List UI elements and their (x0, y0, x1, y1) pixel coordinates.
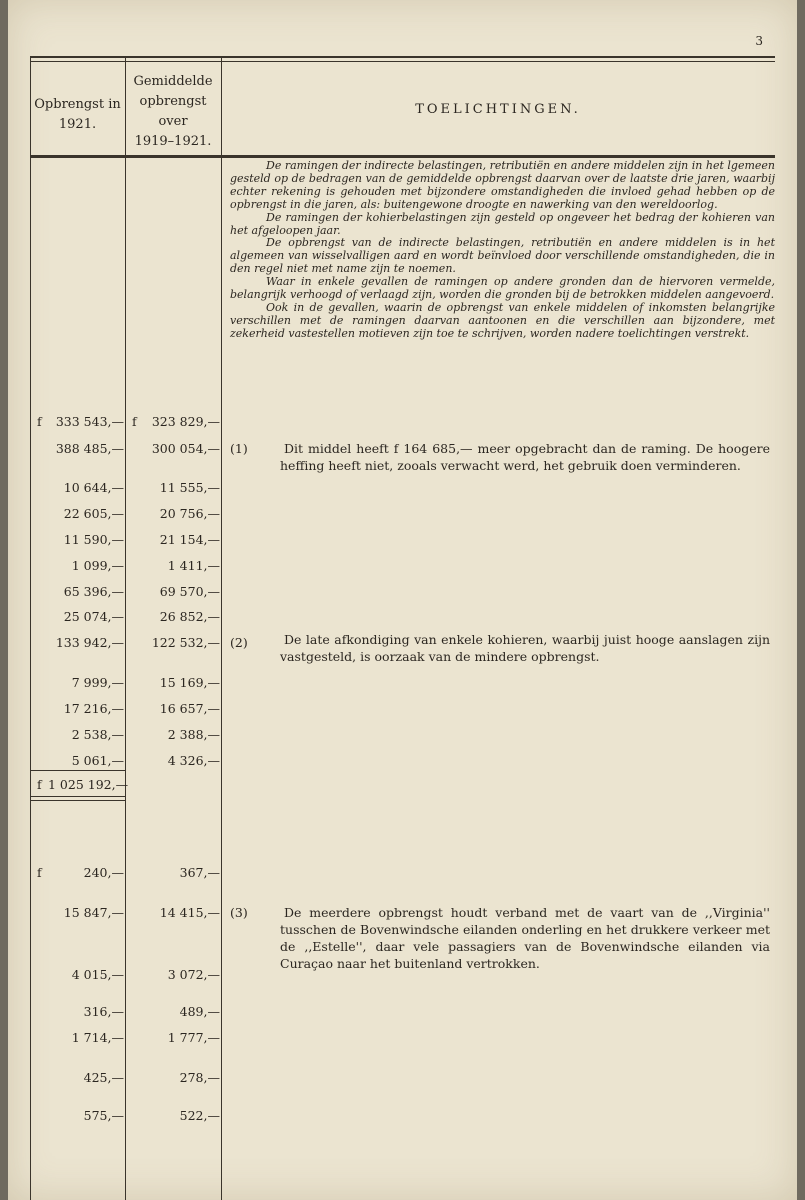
opbrengst-1921-cell: 240,— (83, 865, 124, 880)
intro-text (230, 160, 775, 341)
opbrengst-1921-cell: 25 074,— (63, 609, 124, 624)
total-rule-bottom (30, 796, 125, 797)
page-number: 3 (755, 34, 763, 48)
header-col2 (125, 72, 221, 152)
currency-mark: f (37, 865, 42, 880)
currency-mark: f (37, 414, 42, 429)
gemiddelde-opbrengst-cell: 20 756,— (159, 506, 220, 521)
header-col2-line4: 1919–1921. (134, 134, 212, 149)
currency-mark: f (37, 777, 42, 792)
intro-paragraph: De ramingen der kohierbelastingen zijn gesteld op ongeveer het bedrag der kohieren van het afgeloopen jaar. (230, 210, 775, 237)
opbrengst-1921-cell: 1 099,— (71, 558, 124, 573)
total-rule-bottom-2 (30, 800, 125, 801)
gemiddelde-opbrengst-cell: 11 555,— (159, 480, 220, 495)
opbrengst-1921-cell: 2 538,— (71, 727, 124, 742)
gemiddelde-opbrengst-cell: 1 777,— (167, 1030, 220, 1045)
intro-paragraph: De ramingen der indirecte belastingen, retributiën en andere middelen zijn in het lgemeen gesteld op de bedragen van de gemiddelde opbrengst daarvan over de laatste drie jaren, waarbij echter rekening is gehouden met bijzondere omstandigheden die invloed gehad hebben op de opbrengst in die jaren, als: buitengewone droogte en nawerking van den wereldoorlog. (230, 159, 775, 211)
gemiddelde-opbrengst-cell: 4 326,— (167, 753, 220, 768)
header-toelichtingen: TOELICHTINGEN. (415, 102, 581, 117)
total-value: 1 025 192,— (48, 777, 129, 792)
note-reference: (1) (230, 441, 248, 456)
gemiddelde-opbrengst-cell: 367,— (179, 865, 220, 880)
gemiddelde-opbrengst-cell: 16 657,— (159, 701, 220, 716)
gemiddelde-opbrengst-cell: 21 154,— (159, 532, 220, 547)
gemiddelde-opbrengst-cell: 323 829,— (151, 414, 220, 429)
column-line-2 (221, 56, 222, 1200)
note-2: De late afkondiging van enkele kohieren, waarbij juist hooge aanslagen zijn vastgesteld, is oorzaak van de mindere opbrengst. (280, 632, 770, 664)
opbrengst-1921-cell: 22 605,— (63, 506, 124, 521)
gemiddelde-opbrengst-cell: 2 388,— (167, 727, 220, 742)
intro-paragraph: Ook in de gevallen, waarin de opbrengst van enkele middelen of inkomsten belangrijke verschillen met de ramingen daarvan aantoonen en die verschillen aan bijzondere, met zekerheid vastestellen motieven zijn toe te schrijven, worden nadere toelichtingen verstrekt. (230, 300, 775, 340)
opbrengst-1921-cell: 4 015,— (71, 967, 124, 982)
top-rule-thin (30, 61, 775, 62)
gemiddelde-opbrengst-cell: 69 570,— (159, 584, 220, 599)
gemiddelde-opbrengst-cell: 489,— (179, 1004, 220, 1019)
opbrengst-1921-cell: 11 590,— (63, 532, 124, 547)
note-reference: (2) (230, 635, 248, 650)
gemiddelde-opbrengst-cell: 122 532,— (151, 635, 220, 650)
header-col2-line2: opbrengst (139, 94, 207, 109)
document-page (8, 0, 797, 1200)
opbrengst-1921-cell: 17 216,— (63, 701, 124, 716)
header-col2-line1: Gemiddelde (133, 74, 213, 89)
opbrengst-1921-cell: 425,— (83, 1070, 124, 1085)
header-col1 (30, 95, 125, 135)
opbrengst-1921-cell: 388 485,— (55, 441, 124, 456)
opbrengst-1921-cell: 65 396,— (63, 584, 124, 599)
opbrengst-1921-cell: 5 061,— (71, 753, 124, 768)
opbrengst-1921-cell: 133 942,— (55, 635, 124, 650)
column-line-left (30, 56, 31, 1200)
note-1: Dit middel heeft f 164 685,— meer opgebracht dan de raming. De hoogere heffing heeft niet, zooals verwacht werd, het gebruik doen verminderen. (280, 441, 770, 473)
opbrengst-1921-cell: 10 644,— (63, 480, 124, 495)
intro-paragraph: De opbrengst van de indirecte belastingen, retributiën en andere middelen is in het algemeen van wisselvalligen aard en wordt beïnvloed door verschillende omstandigheden, die in den regel niet met name zijn te noemen. (230, 236, 775, 276)
currency-mark: f (132, 414, 137, 429)
opbrengst-1921-cell: 316,— (83, 1004, 124, 1019)
header-col1-line2: 1921. (58, 117, 97, 132)
total-rule-top (30, 770, 125, 771)
header-rule (30, 155, 775, 158)
top-rule (30, 56, 775, 58)
opbrengst-1921-cell: 333 543,— (55, 414, 124, 429)
column-line-1 (125, 56, 126, 1200)
opbrengst-1921-cell: 575,— (83, 1108, 124, 1123)
gemiddelde-opbrengst-cell: 3 072,— (167, 967, 220, 982)
gemiddelde-opbrengst-cell: 15 169,— (159, 675, 220, 690)
gemiddelde-opbrengst-cell: 26 852,— (159, 609, 220, 624)
note-3: De meerdere opbrengst houdt verband met de vaart van de ,,Virginia'' tusschen de Bovenwindsche eilanden onderling en het drukkere verkeer met de ,,Estelle'', daar vele passagiers van de Bovenwindsche eilanden via Curaçao naar het buitenland vertrokken. (280, 905, 770, 971)
opbrengst-1921-cell: 7 999,— (71, 675, 124, 690)
gemiddelde-opbrengst-cell: 278,— (179, 1070, 220, 1085)
gemiddelde-opbrengst-cell: 14 415,— (159, 905, 220, 920)
gemiddelde-opbrengst-cell: 522,— (179, 1108, 220, 1123)
header-col1-line1: Opbrengst in (34, 97, 121, 112)
note-reference: (3) (230, 905, 248, 920)
opbrengst-1921-cell: 15 847,— (63, 905, 124, 920)
intro-paragraph: Waar in enkele gevallen de ramingen op andere gronden dan de hiervoren vermelde, belangrijk verhoogd of verlaagd zijn, worden die gronden bij de betrokken middelen aangevoerd. (230, 275, 775, 302)
gemiddelde-opbrengst-cell: 300 054,— (151, 441, 220, 456)
header-col2-line3: over (158, 114, 188, 129)
gemiddelde-opbrengst-cell: 1 411,— (167, 558, 220, 573)
opbrengst-1921-cell: 1 714,— (71, 1030, 124, 1045)
